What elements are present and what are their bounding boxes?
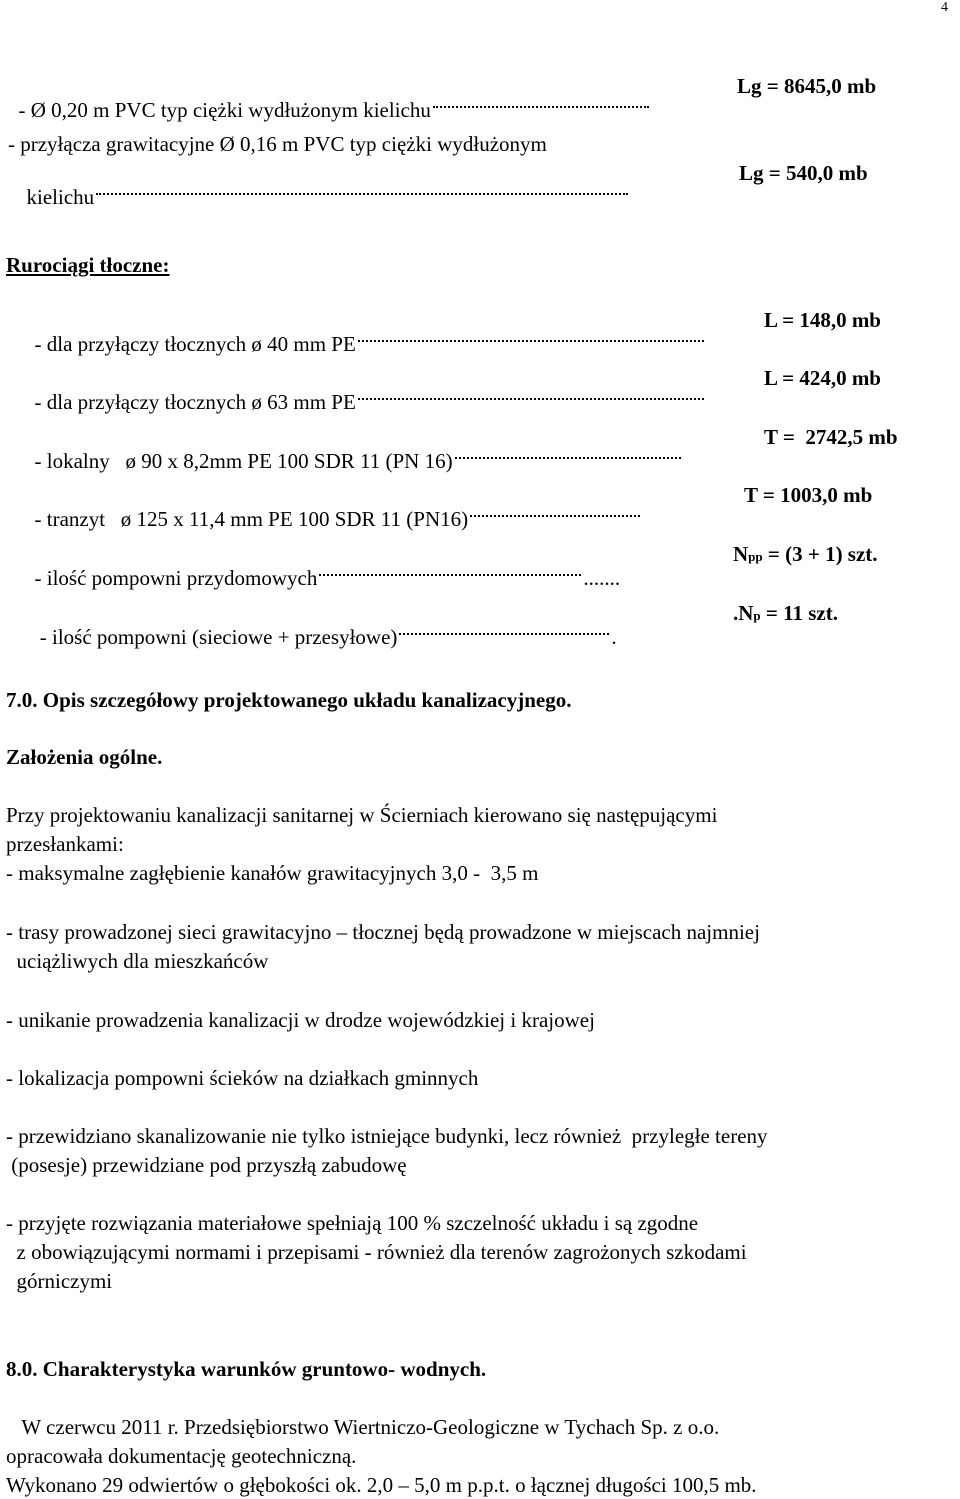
pressure-row-value: T = 2742,5 mb xyxy=(764,425,898,449)
list-item: (posesje) przewidziane pod przyszłą zabudowę xyxy=(6,1153,407,1177)
leader-dots xyxy=(433,106,649,108)
section-7-subheading: Założenia ogólne. xyxy=(6,745,163,769)
text-line: Wykonano 29 odwiertów o głębokości ok. 2,0 – 5,0 m p.p.t. o łącznej długości 100,5 mb. xyxy=(6,1473,757,1497)
section-7-heading: 7.0. Opis szczegółowy projektowanego układu kanalizacyjnego. xyxy=(6,688,572,712)
connections-label-line1: - przyłącza grawitacyjne Ø 0,16 m PVC typ ciężki wydłużonym xyxy=(8,132,547,156)
pressure-row-label: - dla przyłączy tłocznych ø 63 mm PE xyxy=(34,390,356,414)
pumps-home-row xyxy=(24,542,620,590)
pressure-row-value: T = 1003,0 mb xyxy=(744,483,873,507)
list-item: górniczymi xyxy=(6,1269,113,1293)
leader-dots xyxy=(319,574,581,576)
pumps-home-label: - ilość pompowni przydomowych xyxy=(34,566,318,590)
pumps-network-value: .Np = 11 szt. xyxy=(733,601,838,625)
list-item: z obowiązującymi normami i przepisami - również dla terenów zagrożonych szkodami xyxy=(6,1240,747,1264)
leader-dots xyxy=(399,633,609,635)
leader-dots xyxy=(455,457,681,459)
list-item: - przyjęte rozwiązania materiałowe spełniają 100 % szczelność układu i są zgodne xyxy=(6,1211,699,1235)
text-line: opracowała dokumentację geotechniczną. xyxy=(6,1444,357,1468)
page-number: 4 xyxy=(941,0,948,15)
pressure-heading: Rurociągi tłoczne: xyxy=(6,253,170,277)
connections-row xyxy=(16,161,630,209)
pvc-main-value: Lg = 8645,0 mb xyxy=(737,74,877,98)
list-item: - maksymalne zagłębienie kanałów grawitacyjnych 3,0 - 3,5 m xyxy=(6,861,539,885)
pressure-row xyxy=(24,308,706,356)
pressure-row-value: L = 424,0 mb xyxy=(764,366,881,390)
dots: . xyxy=(611,625,617,649)
pressure-row-label: - dla przyłączy tłocznych ø 40 mm PE xyxy=(34,332,356,356)
intro-line: przesłankami: xyxy=(6,832,124,856)
leader-dots xyxy=(358,398,704,400)
pumps-network-label: - ilość pompowni (sieciowe + przesyłowe) xyxy=(34,625,398,649)
list-item: - trasy prowadzonej sieci grawitacyjno – tłocznej będą prowadzone w miejscach najmniej xyxy=(6,920,760,944)
pvc-main-row xyxy=(8,74,651,122)
leader-dots xyxy=(470,515,640,517)
text-line: W czerwcu 2011 r. Przedsiębiorstwo Wiertniczo-Geologiczne w Tychach Sp. z o.o. xyxy=(6,1415,720,1439)
list-item: - unikanie prowadzenia kanalizacji w drodze wojewódzkiej i krajowej xyxy=(6,1008,595,1032)
connections-label-line2: kielichu xyxy=(26,185,95,209)
pressure-row xyxy=(24,483,642,531)
list-item: - lokalizacja pompowni ścieków na działkach gminnych xyxy=(6,1066,479,1090)
pvc-main-label: - Ø 0,20 m PVC typ ciężki wydłużonym kielichu xyxy=(18,98,431,122)
pressure-row-value: L = 148,0 mb xyxy=(764,308,881,332)
pressure-row xyxy=(24,366,706,414)
intro-line: Przy projektowaniu kanalizacji sanitarnej w Ścierniach kierowano się następującymi xyxy=(6,803,718,827)
leader-dots xyxy=(96,193,628,195)
dots: ....... xyxy=(583,566,621,590)
list-item: uciążliwych dla mieszkańców xyxy=(6,949,269,973)
pumps-home-value: Npp = (3 + 1) szt. xyxy=(733,542,878,566)
list-item: - przewidziano skanalizowanie nie tylko istniejące budynki, lecz również przyległe tereny xyxy=(6,1124,768,1148)
pressure-row xyxy=(24,425,683,473)
leader-dots xyxy=(358,340,704,342)
pressure-row-label: - tranzyt ø 125 x 11,4 mm PE 100 SDR 11 (PN16) xyxy=(34,507,469,531)
section-8-heading: 8.0. Charakterystyka warunków gruntowo- wodnych. xyxy=(6,1357,487,1381)
pressure-row-label: - lokalny ø 90 x 8,2mm PE 100 SDR 11 (PN 16) xyxy=(34,449,453,473)
connections-value: Lg = 540,0 mb xyxy=(739,161,868,185)
pumps-network-row xyxy=(24,601,617,649)
